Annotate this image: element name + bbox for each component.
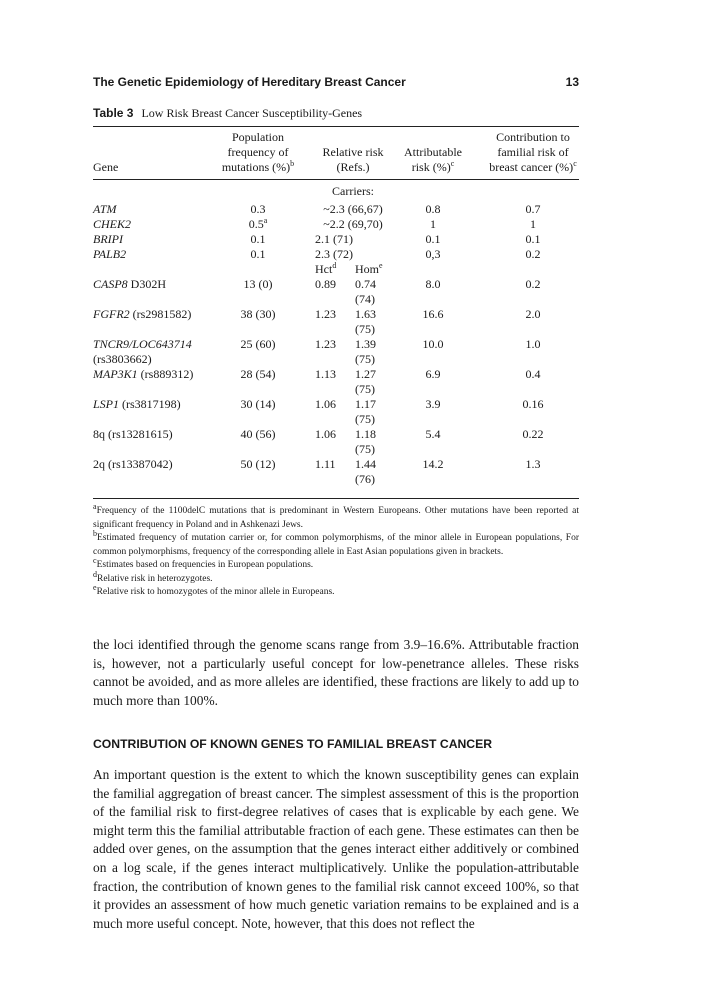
cell-gene: ATM	[93, 202, 117, 216]
cell-attr-risk: 6.9	[425, 367, 441, 381]
cell-contrib: 1	[530, 217, 536, 231]
cell-attr-risk: 14.2	[422, 457, 444, 471]
hct-label: Hct$^d$	[315, 261, 337, 276]
cell-contrib: 0.22	[522, 427, 544, 441]
table-top-rule	[93, 126, 579, 127]
cell-attr-risk: 5.4	[425, 427, 441, 441]
cell-hct: 1.11	[315, 457, 336, 471]
cell-freq: 0.5$^a$	[248, 216, 268, 231]
cell-freq: 40 (56)	[240, 427, 276, 441]
cell-contrib: 0.2	[525, 277, 541, 291]
cell-hom: 0.74	[355, 277, 376, 291]
cell-freq: 0.1	[250, 247, 266, 261]
cell-attr-risk: 0.8	[425, 202, 441, 216]
cell-attr-risk: 8.0	[425, 277, 441, 291]
header-contrib-line1: Contribution to	[496, 130, 570, 144]
cell-gene: MAP3K1 (rs889312)	[93, 367, 194, 381]
cell-freq: 0.3	[250, 202, 266, 216]
cell-hct: 1.06	[315, 427, 336, 441]
hom-label: Hom$^e$	[355, 261, 383, 276]
cell-freq: 38 (30)	[240, 307, 276, 321]
cell-contrib: 1.3	[525, 457, 541, 471]
table-footnotes	[93, 501, 579, 600]
cell-contrib: 0.2	[525, 247, 541, 261]
cell-freq: 0.1	[250, 232, 266, 246]
cell-ref: (75)	[355, 322, 375, 336]
cell-hom: 1.27	[355, 367, 376, 381]
running-head	[93, 75, 579, 91]
cell-gene: 8q (rs13281615)	[93, 427, 173, 441]
table-bottom-rule	[93, 498, 579, 499]
cell-freq: 25 (60)	[240, 337, 276, 351]
cell-ref: (76)	[355, 472, 375, 486]
table-caption	[93, 106, 579, 121]
cell-attr-risk: 0.1	[425, 232, 441, 246]
header-gene: Gene	[93, 160, 119, 174]
cell-rel-risk: ~2.2 (69,70)	[323, 217, 383, 231]
cell-gene-line2: (rs3803662)	[93, 352, 152, 366]
cell-rel-risk: 2.3 (72)	[315, 247, 353, 261]
carriers-label: Carriers:	[332, 184, 374, 198]
cell-gene: FGFR2 (rs2981582)	[93, 307, 192, 321]
cell-contrib: 2.0	[525, 307, 541, 321]
cell-contrib: 0.4	[525, 367, 541, 381]
footnote: $^a$Frequency of the 1100delC mutations that is predominant in Western Europeans. Other mutations have been reported at significant frequency in Poland and in Ashkenazi Jews.	[93, 501, 579, 530]
header-attr-risk-line2: risk (%)$^c$	[411, 159, 455, 174]
cell-gene: 2q (rs13387042)	[93, 457, 173, 471]
header-rel-risk-line2: (Refs.)	[336, 160, 370, 174]
table-label: Table 3	[93, 106, 134, 120]
cell-gene: PALB2	[93, 247, 127, 261]
cell-hom: 1.44	[355, 457, 376, 471]
running-head-title: The Genetic Epidemiology of Hereditary Breast Cancer	[93, 75, 406, 89]
cell-gene: LSP1 (rs3817198)	[93, 397, 181, 411]
header-attr-risk-line1: Attributable	[404, 145, 462, 159]
body-paragraph-1: the loci identified through the genome scans range from 3.9–16.6%. Attributable fraction is, however, not a particularly useful concept for low-penetrance alleles. These risks cannot be avoided, and as more alleles are identified, these fractions are likely to add up to much more than 100%.	[93, 637, 579, 708]
footnote: $^e$Relative risk to homozygotes of the minor allele in Europeans.	[93, 582, 335, 597]
cell-contrib: 0.7	[525, 202, 541, 216]
body-paragraph-2: An important question is the extent to which the known susceptibility genes can explain the familial aggregation of breast cancer. The simplest assessment of this is the proportion of the familial risk to first-degree relatives of cases that is explicable by each gene. We might term this the familial attributable fraction of each gene. These estimates can then be added over genes, on the assumption that the genes interact either additively or combined on a log scale, if the genes interact multiplicatively. Unlike the population-attributable fraction, the contribution of known genes to the familial risk cannot exceed 100%, so that it provides an assessment of how much genetic variation remains to be explained and is a much more useful concept. Note, however, that this does not reflect the	[93, 767, 579, 931]
footnote: $^d$Relative risk in heterozygotes.	[93, 569, 213, 584]
cell-ref: (75)	[355, 352, 375, 366]
cell-hom: 1.17	[355, 397, 376, 411]
cell-ref: (74)	[355, 292, 375, 306]
cell-ref: (75)	[355, 412, 375, 426]
cell-gene: CHEK2	[93, 217, 132, 231]
header-pop-freq-line2: frequency of	[227, 145, 289, 159]
cell-hom: 1.63	[355, 307, 376, 321]
cell-hom: 1.39	[355, 337, 376, 351]
cell-freq: 13 (0)	[243, 277, 273, 291]
cell-hct: 1.13	[315, 367, 336, 381]
cell-gene: BRIPI	[93, 232, 123, 246]
cell-ref: (75)	[355, 442, 375, 456]
footnote: $^b$Estimated frequency of mutation carrier or, for common polymorphisms, of the minor allele in European populations, For common polymorphisms, frequency of the corresponding allele in East Asian populations given in brackets.	[93, 528, 579, 557]
cell-attr-risk: 3.9	[425, 397, 441, 411]
cell-hct: 0.89	[315, 277, 336, 291]
footnote: $^c$Estimates based on frequencies in European populations.	[93, 555, 314, 570]
header-pop-freq-line1: Population	[231, 130, 284, 144]
cell-hct: 1.23	[315, 337, 336, 351]
table-header-rule	[93, 179, 579, 180]
cell-hct: 1.23	[315, 307, 336, 321]
cell-hct: 1.06	[315, 397, 336, 411]
cell-ref: (75)	[355, 382, 375, 396]
header-rel-risk-line1: Relative risk	[322, 145, 384, 159]
cell-contrib: 0.1	[525, 232, 541, 246]
cell-contrib: 0.16	[522, 397, 544, 411]
cell-attr-risk: 1	[430, 217, 436, 231]
cell-rel-risk: ~2.3 (66,67)	[323, 202, 383, 216]
cell-hom: 1.18	[355, 427, 376, 441]
header-pop-freq-line3: mutations (%)$^b$	[221, 159, 295, 174]
cell-attr-risk: 16.6	[422, 307, 444, 321]
header-contrib-line3: breast cancer (%)$^c$	[489, 159, 577, 174]
cell-rel-risk: 2.1 (71)	[315, 232, 353, 246]
cell-attr-risk: 10.0	[422, 337, 444, 351]
table-caption-text: Low Risk Breast Cancer Susceptibility-Genes	[141, 106, 363, 120]
header-contrib-line2: familial risk of	[497, 145, 569, 159]
cell-freq: 28 (54)	[240, 367, 276, 381]
section-heading: CONTRIBUTION OF KNOWN GENES TO FAMILIAL BREAST CANCER	[93, 737, 493, 751]
cell-attr-risk: 0,3	[425, 247, 441, 261]
cell-gene: TNCR9/LOC643714	[93, 337, 192, 351]
page-number: 13	[565, 75, 579, 89]
cell-contrib: 1.0	[525, 337, 541, 351]
cell-freq: 50 (12)	[240, 457, 276, 471]
cell-gene: CASP8 D302H	[93, 277, 167, 291]
cell-freq: 30 (14)	[240, 397, 276, 411]
